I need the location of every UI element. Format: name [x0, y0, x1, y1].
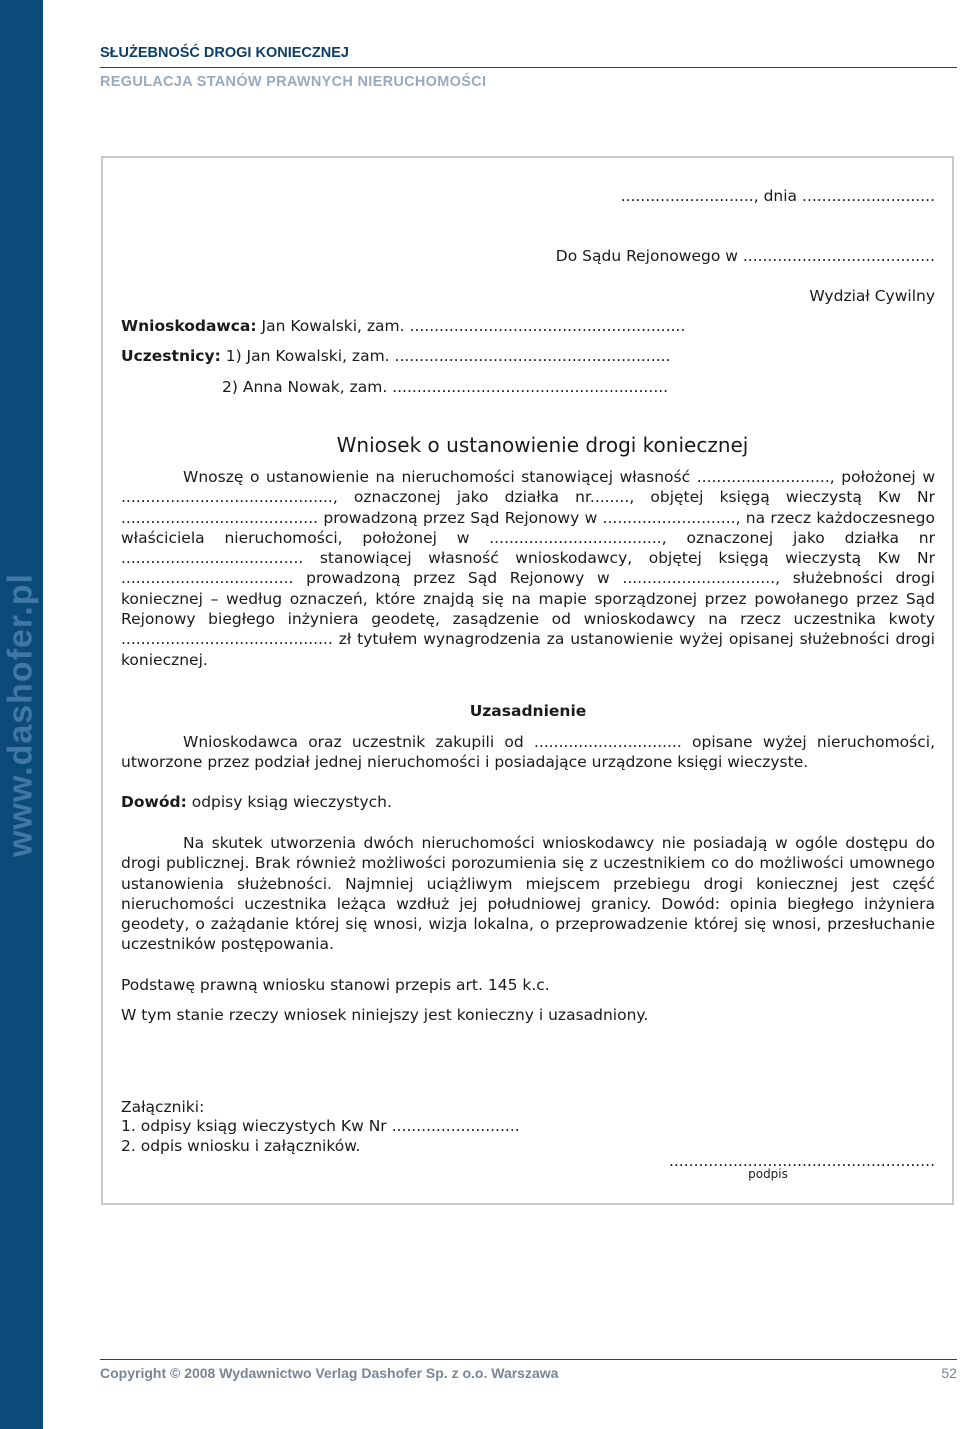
evidence-value: odpisy ksiąg wieczystych. [186, 793, 392, 811]
participants-label: Uczestnicy: [121, 347, 221, 365]
justification-text-2: Na skutek utworzenia dwóch nieruchomości wnioskodawcy nie posiadają w ogóle dostępu do drogi publicznej. Brak również możliwości porozumienia się z uczestnikiem co do możliwości umownego ustanowienia służebności. Najmniej uciążliwym miejscem przebiegu drogi koniecznej jest część nieruchomości uczestnika leżąca wzdłuż jej południowej granicy. Dowód: opinia biegłego inżyniera geodety, o zażądanie której się wnosi, wizja lokalna, o przeprowadzenie której się wnosi, przesłuchanie uczestników postępowania. [121, 834, 935, 954]
court-division: Wydział Cywilny [809, 287, 935, 305]
attachment-1: 1. odpisy ksiąg wieczystych Kw Nr .......................... [121, 1117, 520, 1135]
header-title: SŁUŻEBNOŚĆ DROGI KONIECZNEJ [100, 45, 349, 61]
sidebar-band [0, 0, 43, 1429]
justification-text-1: Wnioskodawca oraz uczestnik zakupili od .............................. opisane wyżej nieruchomości, utworzone przez podział jednej nieruchomości i posiadające urządzone księgi wieczyste. [121, 733, 935, 772]
applicant-value: Jan Kowalski, zam. ........................................................ [256, 317, 686, 335]
attachments-label: Załączniki: [121, 1098, 205, 1116]
date-line: ..........................., dnia ........................... [620, 187, 935, 205]
justification-paragraph-1 [121, 732, 935, 773]
request-paragraph [121, 467, 935, 670]
signature-line: ...................................................... [668, 1152, 935, 1170]
participant-1: 1) Jan Kowalski, zam. ........................................................ [220, 347, 671, 365]
header-divider [100, 67, 957, 68]
page-number: 52 [941, 1365, 957, 1381]
footer-copyright: Copyright © 2008 Wydawnictwo Verlag Dashofer Sp. z o.o. Warszawa [100, 1365, 559, 1381]
evidence-line [121, 793, 392, 811]
applicant-label: Wnioskodawca: [121, 317, 257, 335]
footer-divider [100, 1359, 957, 1360]
document-title: Wniosek o ustanowienie drogi koniecznej [336, 433, 749, 457]
justification-heading: Uzasadnienie [469, 702, 587, 720]
conclusion: W tym stanie rzeczy wniosek niniejszy jest konieczny i uzasadniony. [121, 1006, 649, 1024]
court-line: Do Sądu Rejonowego w ....................................... [555, 247, 935, 265]
participants-line [121, 347, 670, 365]
signature-caption: podpis [748, 1167, 788, 1181]
attachment-2: 2. odpis wniosku i załączników. [121, 1137, 361, 1155]
justification-paragraph-2 [121, 833, 935, 955]
applicant-line [121, 317, 685, 335]
evidence-label: Dowód: [121, 793, 187, 811]
watermark-url: www.dashofer.pl [1, 573, 40, 857]
participant-2: 2) Anna Nowak, zam. ........................................................ [222, 378, 669, 396]
header-subtitle: REGULACJA STANÓW PRAWNYCH NIERUCHOMOŚCI [100, 74, 487, 90]
document-frame [101, 156, 954, 1205]
request-text: Wnoszę o ustanowienie na nieruchomości stanowiącej własność ..........................., położonej w ..........................................., oznaczonej jako działka nr........, objętej księgą wieczystą Kw Nr ........................................ prowadzoną przez Sąd Rejonowy w ..........................., na rzecz każdoczesnego właściciela nieruchomości, położonej w ..................................., oznaczonej jako działka nr ..................................... stanowiącej własność wnioskodawcy, objętej księgą wieczystą Kw Nr ................................... prowadzoną przez Sąd Rejonowy w ..............................., służebności drogi koniecznej – według oznaczeń, które znajdą się na mapie sporządzonej przez powołanego przez Sąd Rejonowy biegłego inżyniera geodetę, zasądzenie od wnioskodawcy na rzecz uczestnika kwoty ........................................... zł tytułem wynagrodzenia za ustanowienie wyżej opisanej służebności drogi koniecznej. [121, 468, 935, 669]
legal-basis: Podstawę prawną wniosku stanowi przepis art. 145 k.c. [121, 976, 550, 994]
